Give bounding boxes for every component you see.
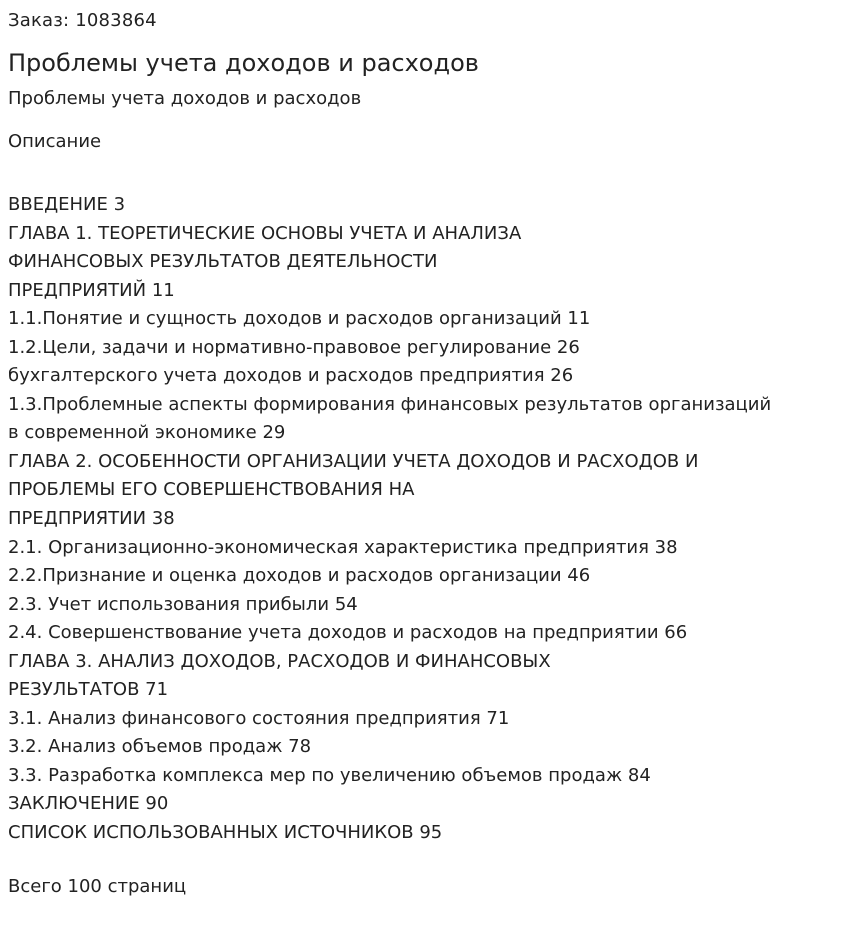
toc-line: 2.4. Совершенствование учета доходов и расходов на предприятии 66 [8, 622, 688, 644]
toc-line: 3.3. Разработка комплекса мер по увеличению объемов продаж 84 [8, 764, 651, 786]
description-label: Описание [8, 131, 102, 152]
toc-line: бухгалтерского учета доходов и расходов предприятия 26 [8, 365, 574, 387]
toc-line: ПРЕДПРИЯТИЙ 11 [8, 279, 175, 301]
toc-line: 1.2.Цели, задачи и нормативно-правовое регулирование 26 [8, 336, 580, 358]
toc-line: ГЛАВА 2. ОСОБЕННОСТИ ОРГАНИЗАЦИИ УЧЕТА ДОХОДОВ И РАСХОДОВ И [8, 450, 699, 472]
toc-line: 3.2. Анализ объемов продаж 78 [8, 736, 312, 758]
toc-line: ЗАКЛЮЧЕНИЕ 90 [8, 793, 169, 815]
table-of-contents [8, 191, 838, 848]
toc-line: ФИНАНСОВЫХ РЕЗУЛЬТАТОВ ДЕЯТЕЛЬНОСТИ [8, 251, 438, 273]
toc-line: ВВЕДЕНИЕ 3 [8, 194, 126, 215]
order-number: Заказ: 1083864 [8, 10, 157, 31]
page-subtitle: Проблемы учета доходов и расходов [8, 88, 362, 109]
toc-line: ПРОБЛЕМЫ ЕГО СОВЕРШЕНСТВОВАНИЯ НА [8, 479, 415, 501]
toc-line: ПРЕДПРИЯТИИ 38 [8, 508, 175, 530]
total-pages: Всего 100 страниц [8, 876, 187, 897]
toc-line: РЕЗУЛЬТАТОВ 71 [8, 679, 169, 701]
toc-line: в современной экономике 29 [8, 422, 286, 444]
toc-line: 3.1. Анализ финансового состояния предприятия 71 [8, 707, 510, 729]
toc-line: 2.2.Признание и оценка доходов и расходов организации 46 [8, 565, 591, 587]
toc-line: 1.1.Понятие и сущность доходов и расходов организаций 11 [8, 308, 591, 330]
toc-line: 2.1. Организационно-экономическая характеристика предприятия 38 [8, 536, 678, 558]
page-title: Проблемы учета доходов и расходов [8, 49, 479, 77]
toc-line: 1.3.Проблемные аспекты формирования финансовых результатов организаций [8, 393, 772, 415]
toc-line: ГЛАВА 1. ТЕОРЕТИЧЕСКИЕ ОСНОВЫ УЧЕТА И АНАЛИЗА [8, 222, 522, 244]
toc-line: 2.3. Учет использования прибыли 54 [8, 593, 358, 615]
toc-line: СПИСОК ИСПОЛЬЗОВАННЫХ ИСТОЧНИКОВ 95 [8, 822, 443, 844]
toc-line: ГЛАВА 3. АНАЛИЗ ДОХОДОВ, РАСХОДОВ И ФИНАНСОВЫХ [8, 650, 551, 672]
